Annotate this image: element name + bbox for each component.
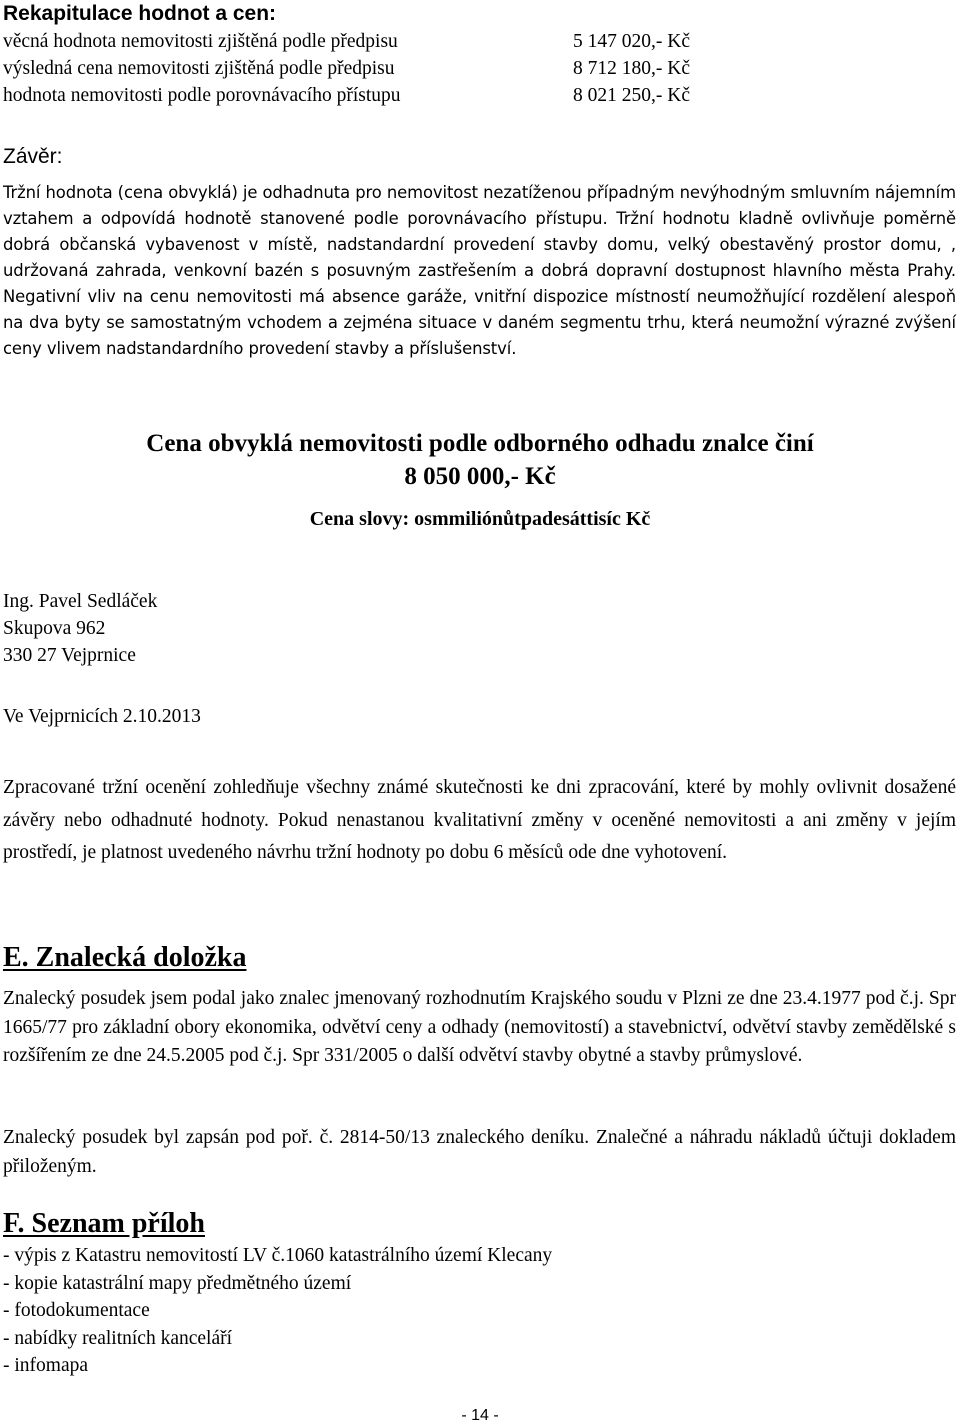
section-f-heading: F. Seznam příloh [3,1208,205,1239]
expert-clause-paragraph: Znalecký posudek jsem podal jako znalec jmenovaný rozhodnutím Krajského soudu v Plzni ze dne 23.4.1977 pod č.j. Spr 1665/77 pro základní obory ekonomika, odvětví ceny a odhady (nemovitostí) a stavebnictví, odvětví stavby zemědělské s rozšířením ze dne 24.5.2005 pod č.j. Spr 331/2005 o další odvětví stavby obytné a stavby průmyslové. [3,988,956,1066]
page-number: - 14 - [461,1407,499,1424]
list-item: - fotodokumentace [3,1300,150,1321]
author-city: 330 27 Vejprnice [3,645,136,666]
recap-title: Rekapitulace hodnot a cen: [3,2,277,25]
place-date: Ve Vejprnicích 2.10.2013 [3,706,201,727]
recap-row-value: 8 021 250,- Kč [573,85,690,106]
list-item: - výpis z Katastru nemovitostí LV č.1060 katastrálního území Klecany [3,1245,553,1266]
recap-row-value: 5 147 020,- Kč [573,31,690,52]
recap-row-label: věcná hodnota nemovitosti zjištěná podle předpisu [3,31,398,52]
conclusion-text: Tržní hodnota (cena obvyklá) je odhadnuta pro nemovitost nezatíženou případným nevýhodným smluvním nájemním vztahem a odpovídá hodnotě stanovené podle porovnávacího přístupu. Tržní hodnotu kladně ovlivňuje poměrně dobrá občanská vybavenost v místě, nadstandardní provedení stavby domu, velký obestavěný prostor domu, , udržovaná zahrada, venkovní bazén s posuvným zastřešením a dobrá dopravní dostupnost hlavního města Prahy. Negativní vliv na cenu nemovitosti má absence garáže, vnitřní dispozice místností neumožňující rozdělení alespoň na dva byty se samostatným vchodem a zejména situace v daném segmentu trhu, která neumožní výrazné zvýšení ceny vlivem nadstandardního provedení stavby a příslušenství. [3,183,956,358]
recap-row-label: výsledná cena nemovitosti zjištěná podle předpisu [3,58,395,79]
expert-registry-paragraph: Znalecký posudek byl zapsán pod poř. č. 2814-50/13 znaleckého deníku. Znalečné a náhradu nákladů účtuji dokladem přiloženým. [3,1127,956,1177]
list-item: - infomapa [3,1355,89,1376]
author-name: Ing. Pavel Sedláček [3,591,158,612]
recap-row-value: 8 712 180,- Kč [573,58,690,79]
market-price-value: 8 050 000,- Kč [404,463,556,490]
market-price-heading: Cena obvyklá nemovitosti podle odborného odhadu znalce činí [146,430,814,457]
author-street: Skupova 962 [3,618,106,639]
list-item: - kopie katastrální mapy předmětného území [3,1272,352,1294]
section-e-heading: E. Znalecká doložka [3,942,247,973]
attachments-list [3,1242,552,1380]
recap-row-label: hodnota nemovitosti podle porovnávacího přístupu [3,85,401,106]
conclusion-title: Závěr: [3,145,63,168]
list-item: - nabídky realitních kanceláří [3,1327,233,1349]
market-price-in-words: Cena slovy: osmmiliónůtpadesáttisíc Kč [309,508,651,530]
validity-paragraph: Zpracované tržní ocenění zohledňuje všechny známé skutečnosti ke dni zpracování, které by mohly ovlivnit dosažené závěry nebo odhadnuté hodnoty. Pokud nenastanou kvalitativní změny v oceněné nemovitosti a ani změny v jejím prostředí, je platnost uvedeného návrhu tržní hodnoty po dobu 6 měsíců ode dne vyhotovení. [3,777,956,863]
